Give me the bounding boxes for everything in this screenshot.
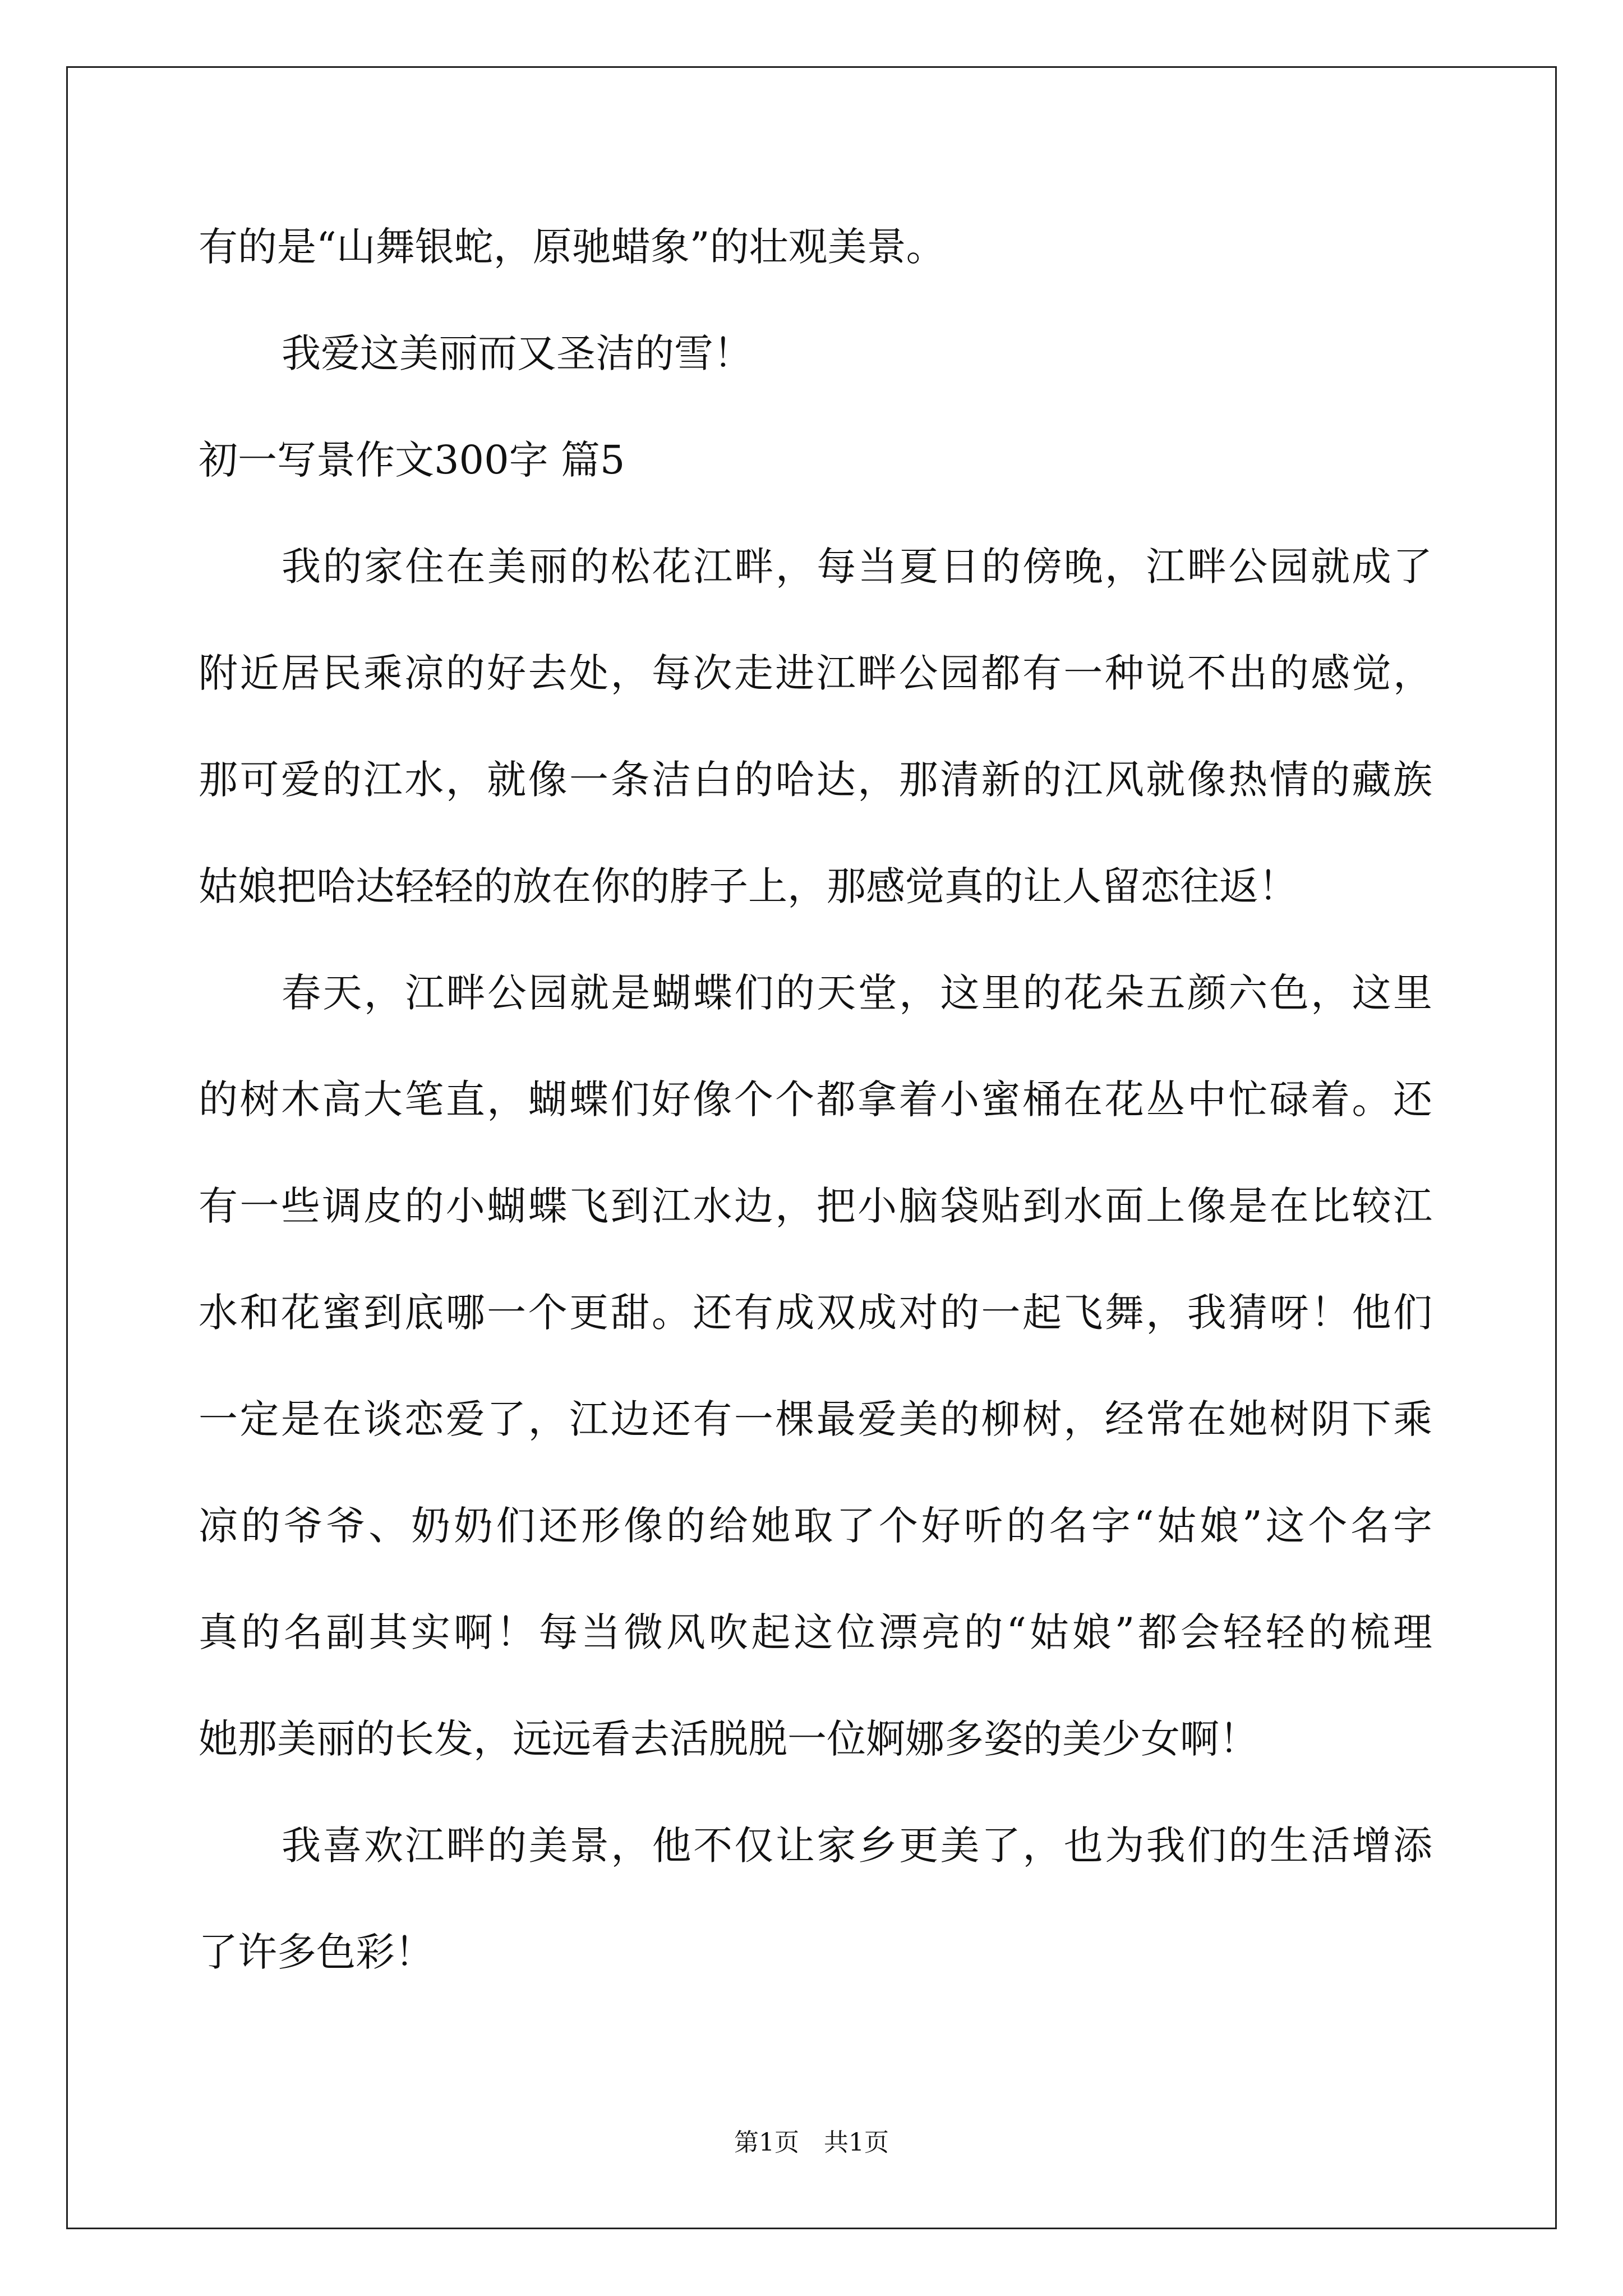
text-line: 了许多色彩！ [199, 1929, 434, 1975]
page-number-footer: 第1页 共1页 [734, 2128, 889, 2157]
text-line: 附近居民乘凉的好去处，每次走进江畔公园都有一种说不出的感觉， [199, 650, 1432, 696]
page-border [66, 66, 1557, 2229]
text-line: 那可爱的江水，就像一条洁白的哈达，那清新的江风就像热情的藏族 [199, 757, 1432, 803]
text-line: 真的名副其实啊！每当微风吹起这位漂亮的“姑娘”都会轻轻的梳理 [199, 1609, 1432, 1655]
text-line: 我喜欢江畔的美景，他不仅让家乡更美了，也为我们的生活增添 [282, 1823, 1432, 1869]
text-line: 我的家住在美丽的松花江畔，每当夏日的傍晚，江畔公园就成了 [282, 544, 1432, 590]
text-line: 的树木高大笔直，蝴蝶们好像个个都拿着小蜜桶在花丛中忙碌着。还 [199, 1076, 1432, 1122]
text-line: 春天，江畔公园就是蝴蝶们的天堂，这里的花朵五颜六色，这里 [282, 970, 1432, 1016]
text-line: 有的是“山舞银蛇，原驰蜡象”的壮观美景。 [199, 224, 946, 270]
text-line: 有一些调皮的小蝴蝶飞到江水边，把小脑袋贴到水面上像是在比较江 [199, 1183, 1432, 1229]
text-line: 水和花蜜到底哪一个更甜。还有成双成对的一起飞舞，我猜呀！他们 [199, 1290, 1432, 1336]
text-line: 我爱这美丽而又圣洁的雪！ [282, 330, 753, 376]
text-line: 凉的爷爷、奶奶们还形像的给她取了个好听的名字“姑娘”这个名字 [199, 1503, 1432, 1549]
text-line: 姑娘把哈达轻轻的放在你的脖子上，那感觉真的让人留恋往返！ [199, 863, 1298, 909]
section-heading: 初一写景作文300字 篇5 [199, 437, 625, 483]
text-line: 一定是在谈恋爱了，江边还有一棵最爱美的柳树，经常在她树阴下乘 [199, 1396, 1432, 1442]
text-line: 她那美丽的长发，远远看去活脱脱一位婀娜多姿的美少女啊！ [199, 1716, 1258, 1762]
